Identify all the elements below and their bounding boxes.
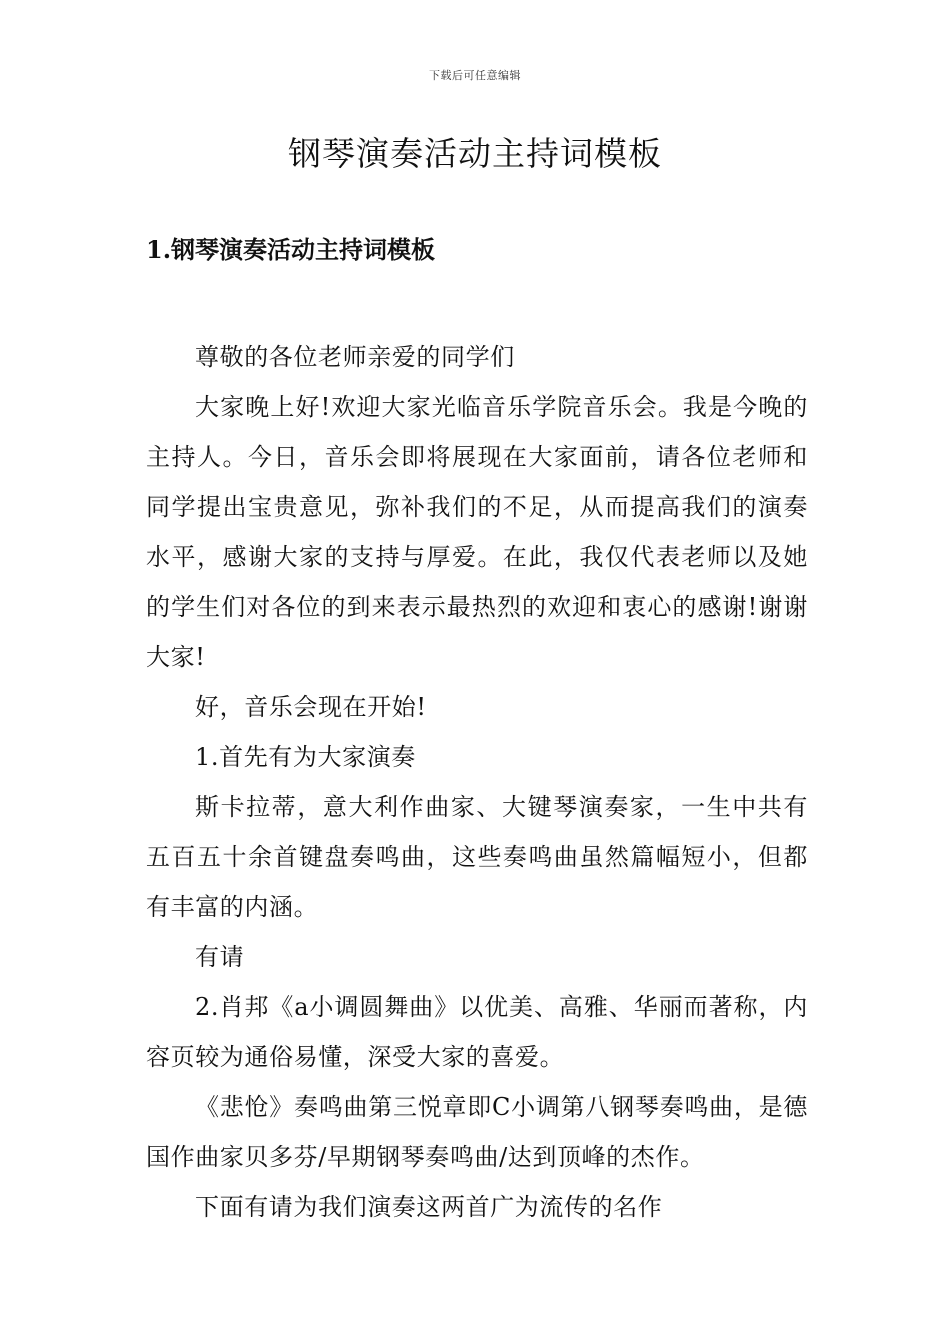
paragraph-scarlatti: 斯卡拉蒂，意大利作曲家、大键琴演奏家，一生中共有五百五十余首键盘奏鸣曲，这些奏鸣曲虽然篇幅短小，但都有丰富的内涵。 bbox=[146, 793, 808, 921]
section-heading: 1.钢琴演奏活动主持词模板 bbox=[146, 235, 436, 264]
paragraph-greeting: 尊敬的各位老师亲爱的同学们 bbox=[195, 343, 515, 371]
paragraph-invite: 有请 bbox=[195, 943, 245, 971]
paragraph-welcome: 大家晚上好!欢迎大家光临音乐学院音乐会。我是今晚的主持人。今日，音乐会即将展现在大家面前，请各位老师和同学提出宝贵意见，弥补我们的不足，从而提高我们的演奏水平，感谢大家的支持与厚爱。在此，我仅代表老师以及她的学生们对各位的到来表示最热烈的欢迎和衷心的感谢!谢谢大家! bbox=[146, 393, 808, 671]
page-title: 钢琴演奏活动主持词模板 bbox=[288, 134, 662, 173]
paragraph-next: 下面有请为我们演奏这两首广为流传的名作 bbox=[195, 1193, 663, 1221]
paragraph-pathetique: 《悲怆》奏鸣曲第三悦章即C小调第八钢琴奏鸣曲，是德国作曲家贝多芬/早期钢琴奏鸣曲/达到顶峰的杰作。 bbox=[146, 1093, 808, 1171]
paragraph-item-1: 1.首先有为大家演奏 bbox=[195, 743, 416, 771]
paragraph-start: 好，音乐会现在开始! bbox=[195, 693, 427, 721]
header-note: 下载后可任意编辑 bbox=[429, 69, 521, 82]
body-text bbox=[146, 332, 808, 1232]
paragraph-item-2: 2.肖邦《a小调圆舞曲》以优美、高雅、华丽而著称，内容页较为通俗易懂，深受大家的喜爱。 bbox=[146, 993, 808, 1071]
